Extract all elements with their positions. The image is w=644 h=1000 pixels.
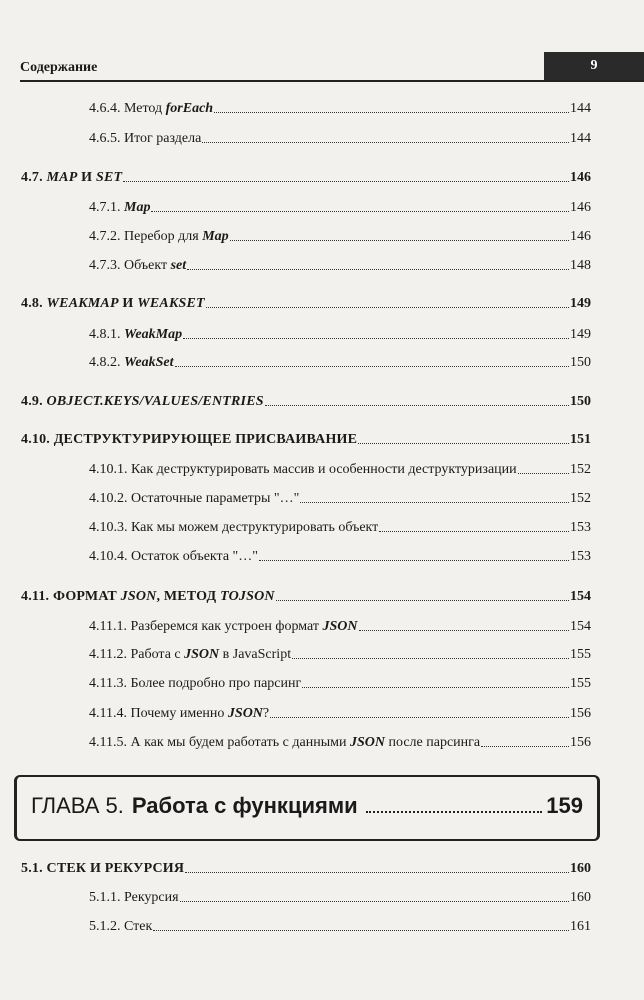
page-ref: 146	[570, 170, 591, 185]
page-number: 9	[544, 52, 644, 80]
chapter-page: 159	[546, 793, 583, 818]
page-ref: 153	[570, 549, 591, 564]
toc-entry[interactable]: 4.11.5. А как мы будем работать с данными JSON после парсинга 156	[89, 735, 591, 750]
dot-leader	[276, 600, 569, 601]
page-ref: 152	[570, 462, 591, 477]
dot-leader	[481, 746, 569, 747]
page-ref: 160	[570, 861, 591, 876]
dot-leader	[265, 405, 569, 406]
page-ref: 156	[570, 735, 591, 750]
page-ref: 146	[570, 229, 591, 244]
dot-leader	[153, 930, 569, 931]
page-ref: 155	[570, 647, 591, 662]
toc-entry[interactable]: 4.11.3. Более подробно про парсинг 155	[89, 676, 591, 691]
toc-entry[interactable]: 4.10.4. Остаток объекта "…" 153	[89, 549, 591, 564]
page-ref: 152	[570, 491, 591, 506]
toc-entry[interactable]: 4.11.1. Разберемся как устроен формат JSON 154	[89, 619, 591, 634]
toc-entry[interactable]: 4.10.1. Как деструктурировать массив и особенности деструктуризации 152	[89, 462, 591, 477]
dot-leader	[366, 811, 543, 813]
running-header	[20, 52, 644, 82]
page-ref: 150	[570, 394, 591, 409]
page-ref: 144	[570, 131, 591, 146]
dot-leader	[187, 269, 569, 270]
toc-entry[interactable]: 4.8.2. WeakSet 150	[89, 355, 591, 370]
dot-leader	[202, 142, 569, 143]
dot-leader	[359, 630, 570, 631]
toc-entry[interactable]: 4.6.5. Итог раздела 144	[89, 131, 591, 146]
toc-entry[interactable]: 4.7.1. Map 146	[89, 200, 591, 215]
toc-section[interactable]: 4.10. ДЕСТРУКТУРИРУЮЩЕЕ ПРИСВАИВАНИЕ 151	[21, 432, 591, 447]
page-ref: 150	[570, 355, 591, 370]
chapter-label: ГЛАВА 5.	[31, 793, 124, 818]
toc-entry[interactable]: 4.10.3. Как мы можем деструктурировать объект 153	[89, 520, 591, 535]
page-ref: 153	[570, 520, 591, 535]
dot-leader	[518, 473, 569, 474]
page-ref: 144	[570, 101, 591, 116]
dot-leader	[259, 560, 569, 561]
page-ref: 155	[570, 676, 591, 691]
dot-leader	[358, 443, 569, 444]
toc-section[interactable]: 4.7. MAP И SET 146	[21, 170, 591, 185]
dot-leader	[214, 112, 569, 113]
dot-leader	[292, 658, 569, 659]
toc-entry[interactable]: 4.7.3. Объект set 148	[89, 258, 591, 273]
dot-leader	[230, 240, 569, 241]
page-ref: 146	[570, 200, 591, 215]
dot-leader	[183, 338, 569, 339]
toc-entry[interactable]: 4.11.4. Почему именно JSON? 156	[89, 706, 591, 721]
page-ref: 149	[570, 296, 591, 311]
page-ref: 149	[570, 327, 591, 342]
toc-section[interactable]: 4.11. ФОРМАТ JSON, МЕТОД TOJSON 154	[21, 589, 591, 604]
toc-entry[interactable]: 4.7.2. Перебор для Map 146	[89, 229, 591, 244]
dot-leader	[180, 901, 569, 902]
toc-entry[interactable]: 4.8.1. WeakMap 149	[89, 327, 591, 342]
toc-entry[interactable]: 5.1.1. Рекурсия 160	[89, 890, 591, 905]
dot-leader	[206, 307, 569, 308]
dot-leader	[270, 717, 569, 718]
page-ref: 160	[570, 890, 591, 905]
chapter-banner[interactable]	[14, 775, 600, 841]
toc-entry[interactable]: 4.11.2. Работа с JSON в JavaScript 155	[89, 647, 591, 662]
dot-leader	[300, 502, 569, 503]
toc-section[interactable]: 5.1. СТЕК И РЕКУРСИЯ 160	[21, 861, 591, 876]
toc-section[interactable]: 4.9. OBJECT.KEYS/VALUES/ENTRIES 150	[21, 394, 591, 409]
header-title: Содержание	[20, 60, 98, 75]
chapter-title: Работа с функциями	[131, 793, 358, 818]
dot-leader	[379, 531, 569, 532]
toc-entry[interactable]: 4.6.4. Метод forEach 144	[89, 101, 591, 116]
page-ref: 156	[570, 706, 591, 721]
dot-leader	[175, 366, 569, 367]
toc-entry[interactable]: 4.10.2. Остаточные параметры "…" 152	[89, 491, 591, 506]
dot-leader	[151, 211, 569, 212]
dot-leader	[185, 872, 569, 873]
page-ref: 151	[570, 432, 591, 447]
dot-leader	[123, 181, 569, 182]
page-ref: 148	[570, 258, 591, 273]
page-ref: 154	[570, 619, 591, 634]
page-ref: 154	[570, 589, 591, 604]
toc-section[interactable]: 4.8. WEAKMAP И WEAKSET 149	[21, 296, 591, 311]
dot-leader	[302, 687, 569, 688]
toc-entry[interactable]: 5.1.2. Стек 161	[89, 919, 591, 934]
page-ref: 161	[570, 919, 591, 934]
